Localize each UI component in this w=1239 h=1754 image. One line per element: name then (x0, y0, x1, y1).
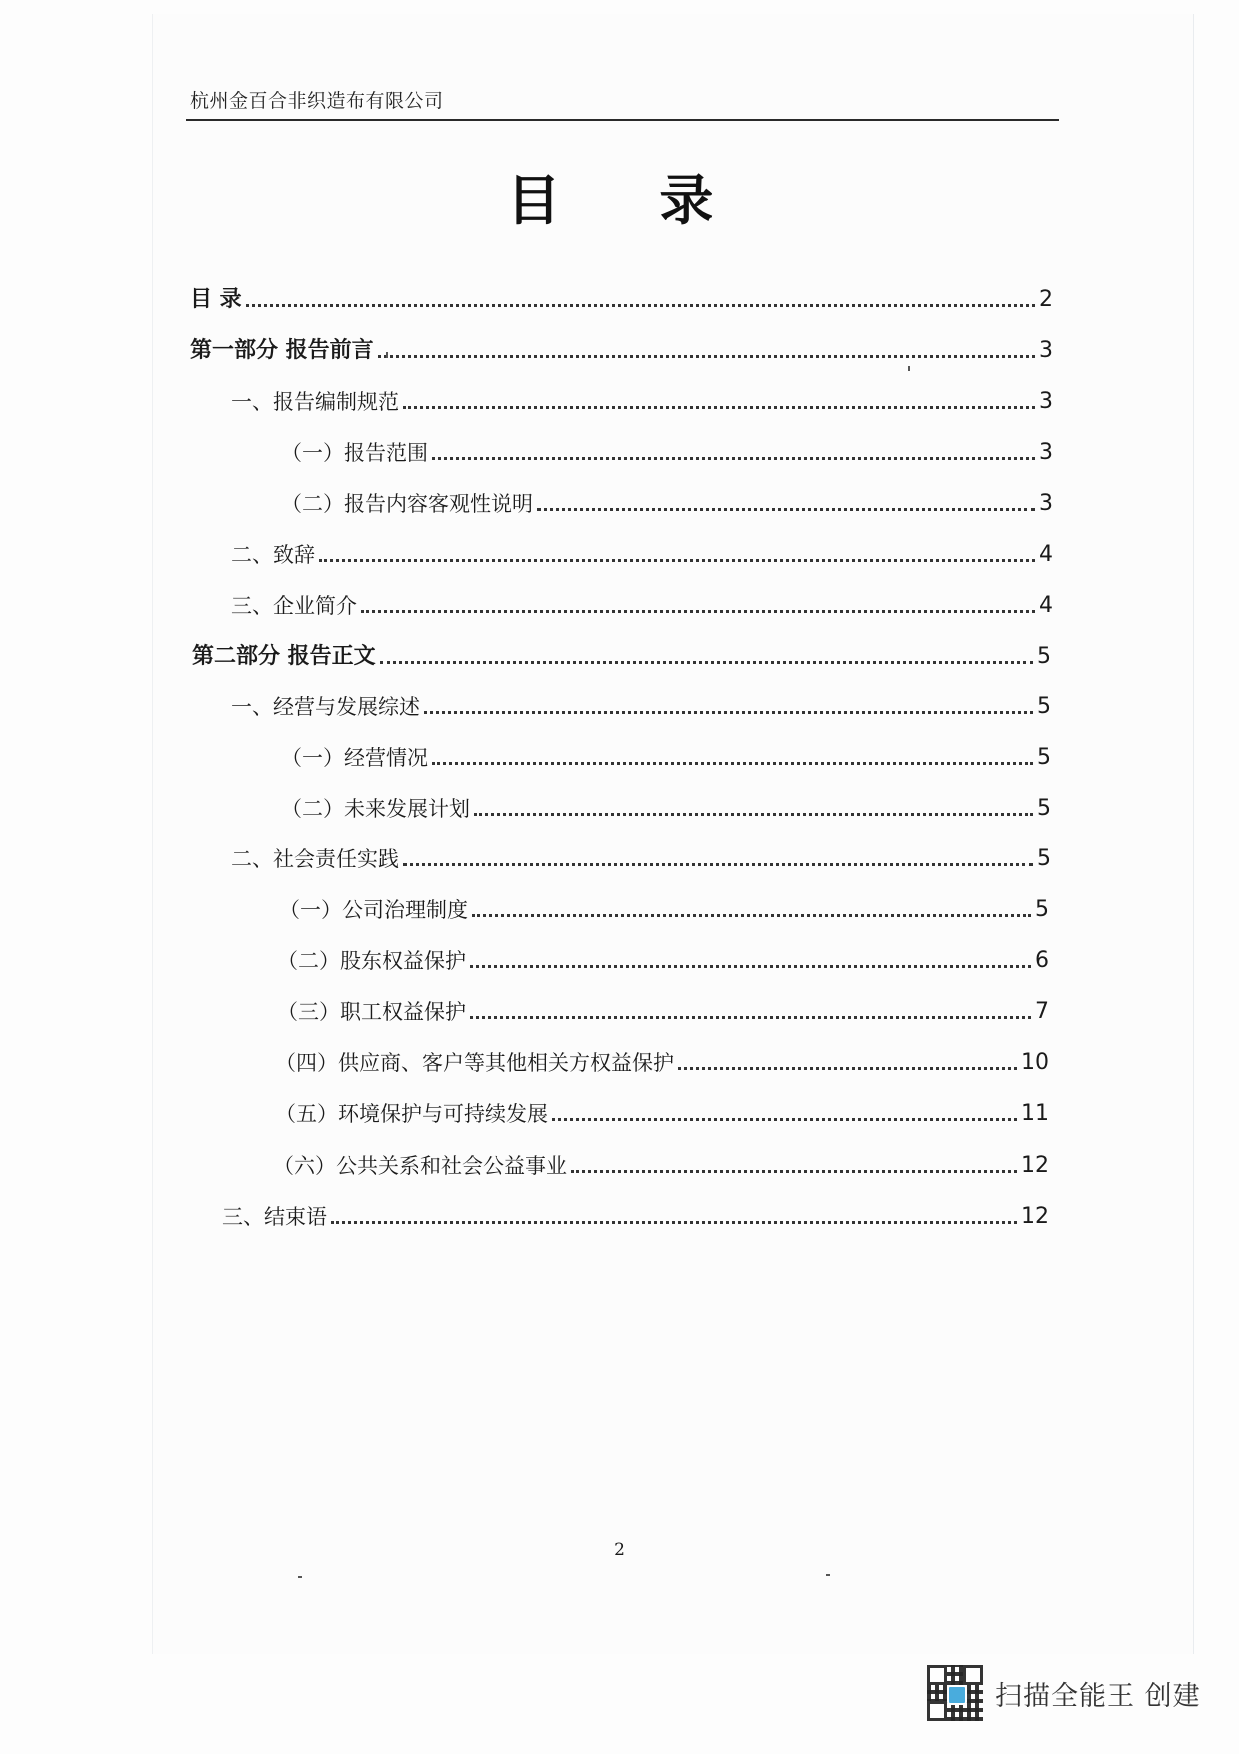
toc-entry-label: 一、经营与发展综述 (231, 695, 420, 719)
toc-entry[interactable] (190, 336, 1053, 366)
toc-entry[interactable] (231, 692, 1051, 722)
toc-entry-page: 2 (1039, 287, 1053, 312)
toc-entry-label: （三）职工权益保护 (277, 1000, 466, 1024)
toc-entry-page: 3 (1039, 491, 1053, 516)
scan-speck (386, 352, 388, 358)
page-number: 2 (614, 1540, 625, 1560)
toc-leader-dots (424, 711, 1033, 714)
toc-entry[interactable] (281, 489, 1053, 519)
toc-entry-label: 二、致辞 (231, 543, 315, 567)
toc-leader-dots (432, 457, 1035, 460)
toc-leader-dots (378, 355, 1035, 358)
toc-entry[interactable] (281, 743, 1051, 773)
toc-entry-label: （一）公司治理制度 (279, 898, 468, 922)
toc-entry-page: 7 (1035, 999, 1049, 1024)
toc-entry-label: （一）经营情况 (281, 746, 428, 770)
toc-entry[interactable] (190, 285, 1053, 315)
toc-leader-dots (246, 304, 1035, 307)
toc-entry-page: 5 (1037, 694, 1051, 719)
toc-leader-dots (403, 406, 1035, 409)
toc-entry-label: 三、结束语 (222, 1205, 327, 1229)
toc-entry-label: （四）供应商、客户等其他相关方权益保护 (275, 1051, 674, 1075)
toc-entry-label: 三、企业简介 (231, 594, 357, 618)
toc-entry[interactable] (275, 1048, 1049, 1078)
toc-entry[interactable] (231, 844, 1051, 874)
qr-code-icon (927, 1665, 983, 1721)
toc-entry-page: 12 (1021, 1204, 1049, 1229)
toc-entry[interactable] (231, 591, 1053, 621)
toc-entry-label: （二）报告内容客观性说明 (281, 492, 533, 516)
toc-entry-label: （一）报告范围 (281, 441, 428, 465)
toc-entry[interactable] (231, 540, 1053, 570)
scanner-watermark (927, 1665, 1201, 1721)
toc-entry-page: 3 (1039, 338, 1053, 363)
toc-entry-page: 6 (1035, 948, 1049, 973)
toc-leader-dots (331, 1221, 1017, 1224)
toc-entry-label: 二、社会责任实践 (231, 847, 399, 871)
scan-speck (826, 1574, 830, 1576)
toc-leader-dots (470, 1016, 1031, 1019)
toc-entry-page: 10 (1021, 1050, 1049, 1075)
toc-entry-page: 5 (1035, 897, 1049, 922)
toc-entry-page: 5 (1037, 796, 1051, 821)
watermark-text: 扫描全能王 创建 (995, 1680, 1201, 1712)
toc-entry-label: （二）未来发展计划 (281, 797, 470, 821)
toc-entry[interactable] (192, 642, 1051, 672)
toc-entry-page: 4 (1039, 593, 1053, 618)
toc-entry-page: 5 (1037, 745, 1051, 770)
toc-entry-page: 3 (1039, 389, 1053, 414)
scan-speck (908, 366, 910, 371)
toc-entry-label: 第一部分 报告前言 (190, 338, 374, 363)
toc-leader-dots (470, 965, 1031, 968)
toc-leader-dots (319, 559, 1035, 562)
toc-entry[interactable] (273, 1151, 1049, 1181)
toc-entry[interactable] (277, 946, 1049, 976)
toc-entry[interactable] (222, 1202, 1049, 1232)
toc-entry[interactable] (281, 438, 1053, 468)
toc-entry[interactable] (281, 794, 1051, 824)
toc-entry[interactable] (275, 1099, 1049, 1129)
toc-entry-label: 一、报告编制规范 (231, 390, 399, 414)
toc-entry[interactable] (277, 997, 1049, 1027)
toc-leader-dots (403, 863, 1033, 866)
toc-entry-page: 5 (1037, 644, 1051, 669)
toc-entry-page: 11 (1021, 1101, 1049, 1126)
toc-entry[interactable] (279, 895, 1049, 925)
toc-leader-dots (361, 610, 1035, 613)
toc-leader-dots (552, 1118, 1017, 1121)
toc-leader-dots (432, 762, 1033, 765)
toc-entry[interactable] (231, 387, 1053, 417)
scan-speck (298, 1576, 302, 1578)
header-company-name: 杭州金百合非织造布有限公司 (190, 90, 444, 112)
toc-leader-dots (472, 914, 1031, 917)
toc-leader-dots (537, 508, 1035, 511)
toc-leader-dots (571, 1170, 1017, 1173)
toc-entry-page: 4 (1039, 542, 1053, 567)
toc-leader-dots (474, 813, 1033, 816)
toc-entry-label: 目 录 (190, 287, 242, 312)
toc-entry-page: 12 (1021, 1153, 1049, 1178)
toc-leader-dots (678, 1067, 1017, 1070)
toc-entry-page: 3 (1039, 440, 1053, 465)
toc-entry-label: （六）公共关系和社会公益事业 (273, 1154, 567, 1178)
toc-entry-label: （五）环境保护与可持续发展 (275, 1102, 548, 1126)
toc-entry-label: 第二部分 报告正文 (192, 644, 376, 669)
toc-entry-label: （二）股东权益保护 (277, 949, 466, 973)
page-title: 目 录 (506, 169, 754, 232)
toc-entry-page: 5 (1037, 846, 1051, 871)
toc-leader-dots (380, 661, 1033, 664)
